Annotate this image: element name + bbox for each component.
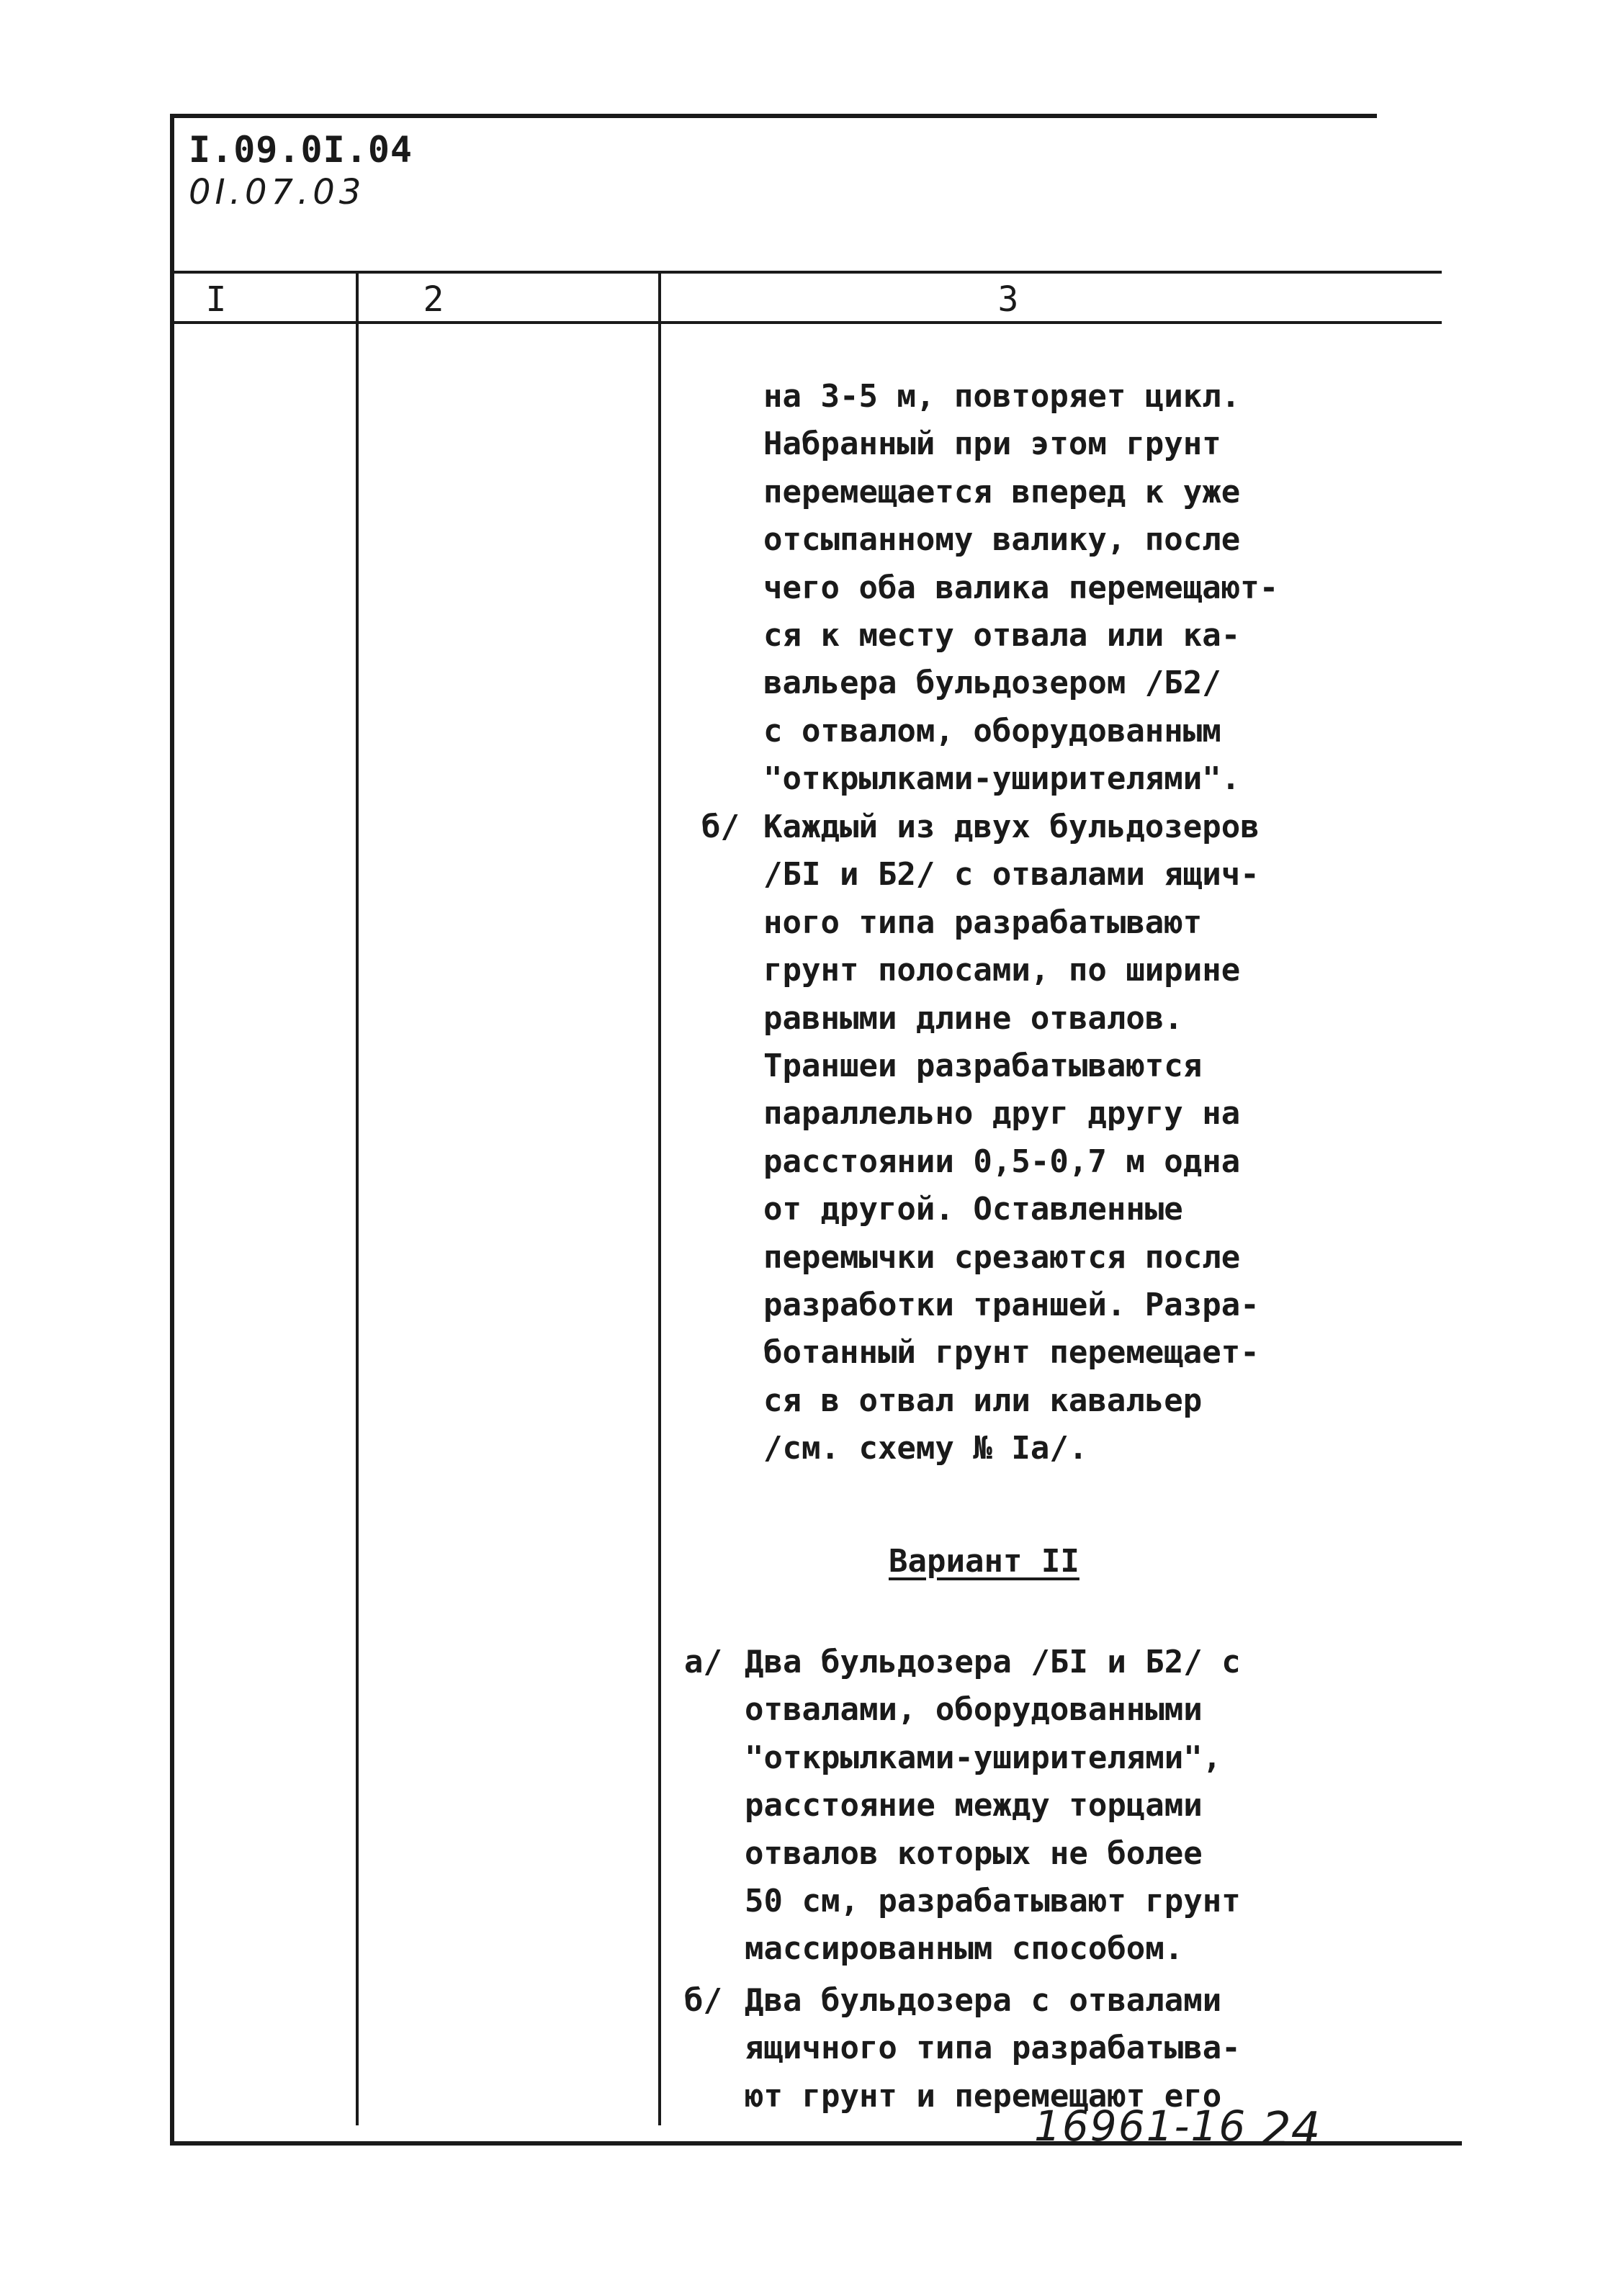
paragraph-item-a xyxy=(745,1639,1241,1973)
document-date: 0I.07.03 xyxy=(189,172,366,212)
text-line: ного типа разрабатывают xyxy=(763,904,1203,941)
item-marker-b: б/ xyxy=(701,809,740,845)
text-line: ящичного типа разрабатыва- xyxy=(745,2030,1241,2067)
text-line: ся к месту отвала или ка- xyxy=(763,617,1241,654)
text-line: 50 см, разрабатывают грунт xyxy=(745,1883,1241,1920)
header-row-top-line xyxy=(174,271,1442,274)
text-line: ся в отвал или кавальер xyxy=(763,1382,1203,1419)
text-line: Два бульдозера с отвалами xyxy=(745,1982,1222,2019)
page-number: 24 xyxy=(1262,2103,1321,2156)
column-divider-2 xyxy=(658,272,661,2125)
text-line: массированным способом. xyxy=(745,1930,1184,1968)
document-code: I.09.0I.04 xyxy=(189,129,413,171)
document-number: 16961-16 xyxy=(1034,2102,1247,2151)
text-line: /БI и Б2/ с отвалами ящич- xyxy=(763,856,1260,893)
paragraph-item-b xyxy=(763,803,1260,1473)
text-line: на 3-5 м, повторяет цикл. xyxy=(763,378,1241,415)
text-line: Каждый из двух бульдозеров xyxy=(763,809,1260,845)
text-line: расстоянии 0,5-0,7 м одна xyxy=(763,1143,1241,1180)
top-border-line xyxy=(170,114,1377,118)
header-row-bottom-line xyxy=(174,321,1442,324)
column-number-2: 2 xyxy=(423,279,444,320)
column-number-3: 3 xyxy=(997,279,1019,320)
text-line: перемычки срезаются после xyxy=(763,1238,1241,1276)
text-line: с отвалом, оборудованным xyxy=(763,712,1221,749)
text-line: перемещается вперед к уже xyxy=(763,473,1241,510)
text-line: Набранный при этом грунт xyxy=(763,426,1221,463)
item-marker-b2: б/ xyxy=(684,1982,722,2019)
text-line: вальера бульдозером /Б2/ xyxy=(763,665,1221,702)
text-line: расстояние между торцами xyxy=(745,1787,1203,1824)
variant-heading: Вариант II xyxy=(889,1543,1079,1580)
text-line: отвалов которых не более xyxy=(745,1834,1203,1872)
text-line: грунт полосами, по ширине xyxy=(763,952,1241,989)
column-number-1: I xyxy=(205,279,227,320)
text-line: "открылками-уширителями", xyxy=(745,1739,1222,1776)
left-border-line xyxy=(170,114,174,2144)
text-line: Траншеи разрабатываются xyxy=(763,1048,1203,1085)
paragraph-item-b2 xyxy=(745,1977,1241,2120)
text-line: чего оба валика перемещают- xyxy=(763,569,1279,606)
item-marker-a: а/ xyxy=(684,1644,722,1680)
text-line: ют грунт и перемещают его xyxy=(745,2077,1222,2115)
text-line: отвалами, оборудованными xyxy=(745,1691,1203,1729)
paragraph-continuation xyxy=(763,373,1278,803)
text-line: от другой. Оставленные xyxy=(763,1191,1183,1228)
text-line: "открылками-уширителями". xyxy=(763,760,1241,798)
text-line: отсыпанному валику, после xyxy=(763,521,1241,559)
text-line: разработки траншей. Разра- xyxy=(763,1287,1260,1324)
text-line: ботанный грунт перемещает- xyxy=(763,1334,1260,1372)
text-line: Два бульдозера /БI и Б2/ с xyxy=(745,1644,1241,1680)
text-line: /см. схему № Iа/. xyxy=(763,1430,1088,1467)
column-divider-1 xyxy=(356,272,359,2125)
text-line: параллельно друг другу на xyxy=(763,1095,1241,1133)
text-line: равными длине отвалов. xyxy=(763,999,1183,1037)
